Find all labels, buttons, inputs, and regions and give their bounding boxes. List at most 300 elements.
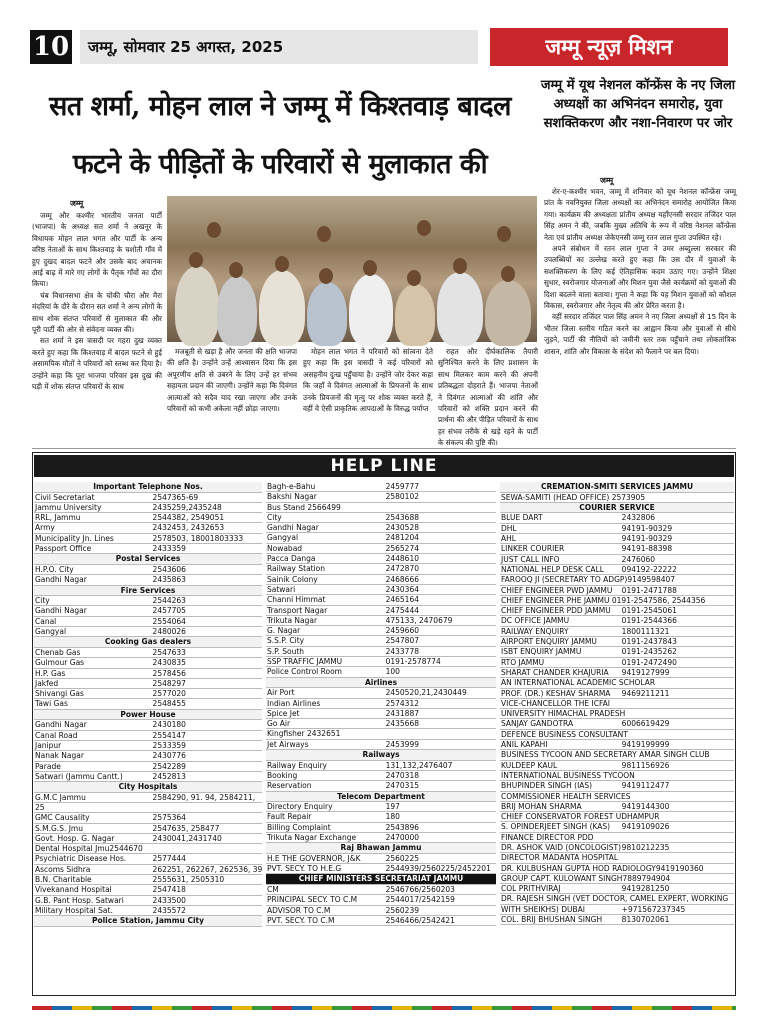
helpline-row: [500, 668, 734, 678]
helpline-entry-number: 0191-2437843: [621, 637, 677, 647]
side-byline: जम्मू: [600, 176, 614, 185]
helpline-section-heading: CREMATION-SMITI SERVICES JAMMU: [500, 482, 734, 493]
helpline-entry-number: 2459660: [385, 626, 419, 636]
helpline-entry-number: 2547365-69: [152, 492, 199, 502]
helpline-row: [34, 762, 262, 772]
helpline-entry-number: 2547807: [385, 636, 419, 646]
helpline-section-heading: Postal Services: [34, 554, 262, 565]
helpline-entry-number: 0191-2472490: [621, 657, 677, 667]
helpline-section-heading: Police Station, Jammu City: [34, 916, 262, 927]
helpline-row: [266, 895, 496, 905]
helpline-entry-number: 094192-22222: [621, 564, 677, 574]
helpline-row: [34, 793, 262, 803]
masthead: जम्मू न्यूज़ मिशन: [490, 28, 728, 66]
helpline-row: [266, 906, 496, 916]
helpline-row: [500, 905, 734, 915]
helpline-entry-number: 2435259,2435248: [152, 502, 222, 512]
helpline-row: [500, 616, 734, 626]
helpline-entry-number: 2432453, 2432653: [152, 523, 225, 533]
helpline-row: [266, 606, 496, 616]
helpline-entry-number: 8130702061: [621, 915, 670, 925]
helpline-entry-number: 2448610: [385, 554, 419, 564]
helpline-entry-number: 2578503, 18001803333: [152, 533, 244, 543]
helpline-entry-number: 2457705: [152, 606, 186, 616]
helpline-row: [266, 657, 496, 667]
helpline-entry-name: Fault Repair: [267, 812, 312, 822]
helpline-entry-name: Gandhi Nagar: [267, 523, 319, 533]
helpline-entry-name: Nowabad: [267, 543, 303, 553]
helpline-entry-number: 2574312: [385, 698, 419, 708]
side-headline: जम्मू में यूथ नेशनल कॉन्फ्रेंस के नए जिला अध्यक्षों का अभिनंदन समारोह, युवा सशक्तिकरण और नशा-निवारण पर जोर: [540, 78, 736, 131]
helpline-entry-number: 2430041,2431740: [152, 833, 222, 843]
helpline-entry-name: SANJAY GANDOTRA: [501, 719, 574, 729]
helpline-entry-name: Passport Office: [35, 544, 92, 554]
helpline-entry-number: 2452813: [152, 771, 186, 781]
helpline-entry-number: 2470315: [385, 781, 419, 791]
helpline-row: [266, 585, 496, 595]
helpline-entry-name: RAILWAY ENQUIRY: [501, 626, 569, 636]
helpline-row: [34, 503, 262, 513]
helpline-row: [34, 772, 262, 782]
helpline-row: [34, 854, 262, 864]
helpline-entry-name: S.P. South: [267, 646, 305, 656]
paragraph: मोहन लाल भगत ने परिवारों को सांत्वना देते हुए कहा कि इस त्रासदी ने कई परिवारों को असहनीय दुःख पहुँचाया है। उन्होंने जोर देकर कहा कि जहाँ वे दिवंगत आत्माओं के प्रियजनों के साथ उनके प्रियजनों की मृत्यु पर शोक व्यक्त करते हैं, वहीं वे ऐसी प्राकृतिक आपदाओं के विरुद्ध पर्याप्त: [303, 347, 433, 414]
helpline-entry-name: SHARAT CHANDER KHAJURIA: [501, 667, 609, 677]
helpline-entry-number: 2565274: [385, 543, 419, 553]
helpline-entry-number: 7889794904: [622, 873, 671, 883]
helpline-entry: DR. RAJESH SINGH (VET DOCTOR, CAMEL EXPERT, WORKING: [500, 894, 734, 904]
helpline-entry: VICE-CHANCELLOR THE ICFAI: [500, 699, 734, 709]
paragraph: राहत और दीर्घकालिक तैयारी सुनिश्चित करने के लिए प्रशासन के साथ मिलकर काम करने की अपनी प्रतिबद्धता दोहराते हैं। भाजपा नेताओं ने दिवंगत आत्माओं की शांति और परिवारों को शक्ति प्रदान करने की प्रार्थना की और पीड़ित परिवारों के साथ हर संभव तरीके से खड़े रहने के पार्टी के संकल्प की पुष्टि की।: [438, 347, 538, 448]
paragraph: वहीं सरदार तजिंदर पाल सिंह अमन ने नए जिला अध्यक्षों से 15 दिन के भीतर जिला स्तरीय गठित करने का आह्वान किया और युवाओं से सीधे जुड़ने, पार्टी की नीतियों को जमीनी स्तर तक पहुँचाने तथा लोकतांत्रिक शासन, शांति और विकास के संदेश को फैलाने पर बल दिया।: [544, 312, 736, 356]
helpline-row: [500, 513, 734, 523]
helpline-entry-name: Army: [35, 523, 55, 533]
helpline-row: [34, 596, 262, 606]
helpline-row: [34, 875, 262, 885]
helpline-entry-number: 2435572: [152, 905, 186, 915]
helpline-row: [266, 513, 496, 523]
helpline-row: [266, 854, 496, 864]
helpline-row: [500, 524, 734, 534]
helpline-entry-name: Transport Nagar: [267, 605, 328, 615]
helpline-entry-number: 2544263: [152, 596, 186, 606]
helpline-entry-number: 9419112477: [621, 781, 670, 791]
helpline-entry-name: Gangyal: [267, 533, 299, 543]
helpline-entry-name: Trikuta Nagar: [267, 615, 318, 625]
helpline-entry: SEWA-SAMITI (HEAD OFFICE) 2573905: [500, 493, 734, 503]
helpline-row: [266, 492, 496, 502]
helpline-row: [266, 595, 496, 605]
helpline-row: [266, 564, 496, 574]
helpline-row: [34, 648, 262, 658]
helpline-entry-name: Nanak Nagar: [35, 751, 84, 761]
helpline-entry-name: Booking: [267, 770, 298, 780]
helpline-entry-number: 2480026: [152, 627, 186, 637]
helpline-row: [266, 533, 496, 543]
helpline-entry-number: 2433778: [385, 646, 419, 656]
helpline-entry-number: 2547633: [152, 647, 186, 657]
helpline-entry-name: Govt. Hosp. G. Nagar: [35, 833, 115, 843]
dateline: जम्मू, सोमवार 25 अगस्त, 2025: [80, 30, 478, 64]
helpline-entry-name: PVT. SECY. TO C.M: [267, 915, 335, 925]
helpline-entry-number: +971567237345: [621, 904, 686, 914]
helpline-row: [266, 647, 496, 657]
helpline-row: [500, 575, 734, 585]
helpline-entry-number: 2450520,21,2430449: [385, 688, 467, 698]
helpline-entry-number: 2435668: [385, 719, 419, 729]
helpline-entry-number: 6006619429: [621, 719, 670, 729]
helpline-entry-name: Police Control Room: [267, 667, 342, 677]
helpline-entry-number: 2453999: [385, 739, 419, 749]
helpline-entry-number: 2435863: [152, 575, 186, 585]
helpline-row: [34, 534, 262, 544]
helpline-row: [500, 647, 734, 657]
helpline-row: [266, 740, 496, 750]
helpline-entry-number: 2580102: [385, 492, 419, 502]
helpline-section-heading: Fire Services: [34, 586, 262, 597]
helpline-entry: Dental Hospital Jmu2544670: [34, 844, 262, 854]
helpline-entry-number: 2577444: [152, 854, 186, 864]
helpline-entry: Kingfisher 2432651: [266, 729, 496, 739]
helpline-entry-name: BHUPINDER SINGH (IAS): [501, 781, 593, 791]
main-headline: सत शर्मा, मोहन लाल ने जम्मू में किश्तवाड़ बादल फटने के पीड़ितों के परिवारों से मुलाकात की: [49, 91, 511, 180]
helpline-row: [500, 884, 734, 894]
helpline-entry-number: 9419281250: [621, 884, 670, 894]
helpline-row: [500, 544, 734, 554]
helpline-row: [266, 626, 496, 636]
helpline-row: [34, 834, 262, 844]
helpline-row: [34, 803, 262, 813]
helpline-row: [500, 781, 734, 791]
helpline-entry-name: Janipur: [35, 740, 62, 750]
helpline-entry-name: Gulmour Gas: [35, 658, 85, 668]
helpline-entry-number: 9419109026: [621, 822, 670, 832]
helpline-entry-number: 262251, 262267, 262536, 39: [152, 864, 263, 874]
helpline-entry-name: COL PRITHVIRAJ: [501, 884, 561, 894]
helpline-entry-number: 2548297: [152, 678, 186, 688]
helpline-entry-number: 2470000: [385, 832, 419, 842]
helpline-row: [500, 740, 734, 750]
helpline-entry-name: G.B. Pant Hosp. Satwari: [35, 895, 124, 905]
helpline-row: [500, 761, 734, 771]
helpline-column-3: [500, 482, 734, 925]
helpline-entry-number: 94191-90329: [621, 523, 673, 533]
helpline-row: [500, 658, 734, 668]
helpline-entry-name: PROF. (DR.) KESHAV SHARMA: [501, 688, 611, 698]
helpline-entry-number: 2475444: [385, 605, 419, 615]
helpline-entry-number: 9419199999: [621, 740, 670, 750]
helpline-entry: FINANCE DIRECTOR PDD: [500, 833, 734, 843]
helpline-section-heading: COURIER SERVICE: [500, 503, 734, 514]
helpline-row: [34, 689, 262, 699]
helpline-entry-name: Indian Airlines: [267, 698, 321, 708]
helpline-entry-name: B.N. Charitable: [35, 875, 92, 885]
helpline-entry-name: Go Air: [267, 719, 291, 729]
helpline-entry-name: Tawi Gas: [35, 699, 68, 709]
helpline-row: [266, 616, 496, 626]
helpline-row: [500, 586, 734, 596]
helpline-section-heading: Cooking Gas dealers: [34, 637, 262, 648]
helpline-entry: AN INTERNATIONAL ACADEMIC SCHOLAR: [500, 678, 734, 688]
helpline-entry-name: PVT. SECY. TO H.E.G: [267, 864, 342, 874]
helpline-entry-number: 2533359: [152, 740, 186, 750]
helpline-entry-name: Civil Secretariat: [35, 492, 95, 502]
helpline-row: [500, 606, 734, 616]
helpline-entry-name: Jet Airways: [267, 739, 309, 749]
helpline-entry-number: 2578456: [152, 668, 186, 678]
helpline-entry-number: 2584290, 91. 94, 2584211,: [152, 792, 256, 802]
helpline-entry-name: Trikuta Nagar Exchange: [267, 832, 357, 842]
helpline-entry-number: 2430364: [385, 584, 419, 594]
helpline-entry-name: BLUE DART: [501, 513, 543, 523]
helpline-row: [34, 493, 262, 503]
helpline-row: [34, 865, 262, 875]
helpline-entry-number: 2542289: [152, 761, 186, 771]
helpline-entry-number: 100: [385, 667, 400, 677]
helpline-row: [34, 617, 262, 627]
helpline-entry-number: 9469211211: [621, 688, 670, 698]
helpline-section-heading: Important Telephone Nos.: [34, 482, 262, 493]
helpline-row: [266, 833, 496, 843]
helpline-row: [34, 731, 262, 741]
helpline-entry-name: ANIL KAPAHI: [501, 740, 548, 750]
helpline-entry-name: Municipality Jn. Lines: [35, 533, 114, 543]
helpline-row: [266, 864, 496, 874]
helpline-entry-name: WITH SHEIKHS) DUBAI: [501, 904, 585, 914]
helpline-entry-name: AHL: [501, 534, 516, 544]
helpline-section-heading: CHIEF MINISTERS SECRETARIAT JAMMU: [266, 874, 496, 885]
helpline-entry-number: 0191-2545061: [621, 606, 677, 616]
helpline-section-heading: City Hospitals: [34, 782, 262, 793]
helpline-entry-number: 2554147: [152, 730, 186, 740]
helpline-entry-name: Psychiatric Disease Hos.: [35, 854, 127, 864]
helpline-row: [266, 688, 496, 698]
helpline-entry-name: ISBT ENQUIRY JAMMU: [501, 647, 582, 657]
helpline-entry-number: 2476060: [621, 554, 656, 564]
helpline-entry-number: 9419127999: [621, 667, 670, 677]
helpline-entry-name: CM: [267, 885, 279, 895]
helpline-entry-name: AIRPORT ENQUIRY JAMMU: [501, 637, 597, 647]
helpline-row: [266, 812, 496, 822]
helpline-entry-number: 94191-88398: [621, 544, 673, 554]
helpline-entry-name: CHIEF ENGINEER PWD JAMMU: [501, 585, 613, 595]
main-story-col-3: [303, 346, 433, 442]
helpline-row: [500, 689, 734, 699]
helpline-entry-name: S. OPINDERJEET SINGH (KAS): [501, 822, 611, 832]
paragraph: शेर-ए-कश्मीर भवन, जम्मू में शनिवार को यूथ नेशनल कॉन्फ्रेंस जम्मू प्रांत के नवनियुक्त जिला अध्यक्षों का अभिनंदन समारोह आयोजित किया गया। कार्यक्रम की अध्यक्षता प्रांतीय अध्यक्ष यहाँएनसी सरदार तजिंदर पाल सिंह अमन ने की, जबकि मुख्य अतिथि के रूप में वरिष्ठ नेशनल कॉन्फ्रेंस नेता एवं प्रांतीय अध्यक्ष जेकेएनसी जम्मू रतन लाल गुप्ता उपस्थित रहे।: [544, 187, 736, 242]
helpline-entry-name: Railway Enquiry: [267, 760, 327, 770]
helpline-row: [266, 636, 496, 646]
helpline-entry: Bus Stand 2566499: [266, 503, 496, 513]
helpline-row: [500, 915, 734, 925]
helpline-entry-name: Railway Station: [267, 564, 326, 574]
helpline-entry-name: KULDEEP KAUL: [501, 760, 558, 770]
main-story-col-1: [32, 210, 162, 440]
helpline-entry-name: Jammu University: [35, 502, 102, 512]
helpline-row: [266, 771, 496, 781]
helpline-row: [34, 669, 262, 679]
helpline-entry-name: Jakfed: [35, 678, 59, 688]
helpline-entry-name: Canal: [35, 616, 57, 626]
helpline-entry-number: 1800111321: [621, 626, 670, 636]
helpline-entry-name: SSP TRAFFIC JAMMU: [267, 657, 343, 667]
helpline-entry-number: 2468666: [385, 574, 419, 584]
helpline-row: [266, 802, 496, 812]
helpline-entry: COMMISSIONER HEALTH SERVICES: [500, 792, 734, 802]
helpline-entry-name: Chenab Gas: [35, 647, 81, 657]
helpline-entry-name: FAROOQ JI (SECRETARY TO ADGP): [501, 575, 628, 585]
paragraph: मजबूती से खड़ा है और जनता की क्षति भाजपा की क्षति है। उन्होंने उन्हें आश्वासन दिया कि इस अपूरणीय क्षति से उबरने के लिए उन्हें हर संभव सहायता प्रदान की जाएगी। उन्होंने कहा कि दिवंगत आत्माओं को सदैव याद रखा जाएगा और उनके परिवारों को कभी अकेला नहीं छोड़ा जाएगा।: [167, 347, 297, 414]
helpline-column-2: [266, 482, 496, 926]
helpline-row: [500, 627, 734, 637]
helpline-row: [500, 637, 734, 647]
helpline-entry-name: Ascoms Sidhra: [35, 864, 91, 874]
helpline-title: HELP LINE: [34, 455, 734, 477]
helpline-row: [266, 719, 496, 729]
page-number: 10: [30, 30, 72, 64]
helpline-entry-name: Military Hospital Sat.: [35, 905, 113, 915]
helpline-row: [34, 658, 262, 668]
helpline-entry-name: S.S.P. City: [267, 636, 305, 646]
helpline-entry-name: JUST CALL INFO: [501, 554, 560, 564]
helpline-row: [266, 885, 496, 895]
helpline-row: [500, 534, 734, 544]
helpline-entry-number: 2470318: [385, 770, 419, 780]
helpline-entry-number: 0191-2578774: [385, 657, 441, 667]
helpline-entry-name: G. Nagar: [267, 626, 301, 636]
helpline-entry-name: DR. KULBUSHAN GUPTA HOD RADIOLOGY: [501, 863, 656, 873]
helpline-row: [34, 523, 262, 533]
helpline-section-heading: Telecom Department: [266, 792, 496, 803]
helpline-row: [266, 761, 496, 771]
helpline-entry-number: 197: [385, 802, 400, 812]
helpline-entry-name: Spice Jet: [267, 708, 300, 718]
helpline-entry-name: Directory Enquiry: [267, 802, 333, 812]
helpline-row: [34, 513, 262, 523]
helpline-entry-name: RTO JAMMU: [501, 657, 545, 667]
helpline-row: [266, 699, 496, 709]
helpline-row: [34, 606, 262, 616]
helpline-row: [266, 554, 496, 564]
helpline-row: [34, 751, 262, 761]
paragraph: चंब विधानसभा क्षेत्र के चोकी चौरा और मैरा मंदरियां के दौरे के दौरान सत शर्मा ने अन्य लोगों के साथ शोक संतप्त परिवारों से मुलाकात की और पूरी पार्टी की ओर से संवेदना व्यक्त की।: [32, 290, 162, 335]
helpline-entry-number: 9149598407: [627, 575, 676, 585]
helpline-entry-number: 2431887: [385, 708, 419, 718]
helpline-entry-number: 2430528: [385, 523, 419, 533]
main-story-col-2: [167, 346, 297, 442]
helpline-entry-number: 2432806: [621, 513, 656, 523]
helpline-section-heading: Airlines: [266, 678, 496, 689]
helpline-row: [266, 482, 496, 492]
paragraph: अपने संबोधन में रतन लाल गुप्ता ने उमर अब्दुल्ला सरकार की उपलब्धियों का उल्लेख करते हुए कहा कि उस दौर में युवाओं के सशक्तिकरण के लिए कई ऐतिहासिक कदम उठाए गए। उन्होंने शिक्षा सुधार, स्वरोजगार योजनाओं और मिशन युवा जैसे कार्यक्रमों को युवाओं की दिशा बदलने वाला बताया। गुप्ता ने कहा कि यह मिशन युवाओं को कौशल विकास, स्वरोजगार और नेतृत्व की ओर प्रेरित करता है।: [544, 244, 736, 311]
helpline-row: [34, 565, 262, 575]
helpline-row: [266, 709, 496, 719]
helpline-entry-name: Satwari: [267, 584, 296, 594]
helpline-entry-number: 0191-2435262: [621, 647, 677, 657]
helpline-entry-number: 2555631, 2505310: [152, 875, 225, 885]
helpline-entry-number: 2459777: [385, 482, 419, 491]
helpline-entry-number: 0191-2471788: [621, 585, 677, 595]
helpline-entry-number: 475133, 2470679: [385, 615, 453, 625]
helpline-entry-number: 9419144300: [621, 801, 670, 811]
helpline-entry-name: Billing Complaint: [267, 822, 331, 832]
helpline-entry-name: Shivangi Gas: [35, 689, 84, 699]
helpline-entry-number: 2554064: [152, 616, 186, 626]
helpline-entry-name: Reservation: [267, 781, 312, 791]
helpline-row: [266, 523, 496, 533]
helpline-entry-name: NATIONAL HELP DESK CALL: [501, 564, 604, 574]
helpline-entry-number: 2543688: [385, 512, 419, 522]
helpline-entry-name: Gandhi Nagar: [35, 606, 87, 616]
main-story-col-4: [438, 346, 538, 448]
side-story-body: [544, 186, 736, 442]
helpline-entry-number: 2548455: [152, 699, 186, 709]
helpline-entry-number: 2543896: [385, 822, 419, 832]
helpline-row: [500, 555, 734, 565]
helpline-entry-name: Satwari (Jammu Cantt.): [35, 771, 123, 781]
helpline-entry: DEFENCE BUSINESS CONSULTANT: [500, 730, 734, 740]
helpline-entry-name: Air Port: [267, 688, 295, 698]
helpline-entry-number: 180: [385, 812, 400, 822]
helpline-entry-number: 2544017/2542159: [385, 895, 455, 905]
helpline-row: [34, 627, 262, 637]
helpline-entry-number: 9811156926: [621, 760, 670, 770]
helpline-entry: CHIEF ENGINEER PHE JAMMU 0191-2547586, 2544356: [500, 596, 734, 606]
helpline-entry-name: DHL: [501, 523, 517, 533]
helpline-row: [500, 843, 734, 853]
helpline-entry-name: Parade: [35, 761, 61, 771]
helpline-entry-number: [153, 803, 262, 812]
helpline-entry-name: PRINCIPAL SECY. TO C.M: [267, 895, 358, 905]
helpline-entry-name: GMC Causality: [35, 813, 90, 823]
helpline-entry-number: 2575364: [152, 813, 186, 823]
helpline-entry: BUSINESS TYCOON AND SECRETARY AMAR SINGH CLUB: [500, 750, 734, 760]
helpline-row: [34, 885, 262, 895]
helpline-entry-name: Bagh-e-Bahu: [267, 482, 316, 491]
helpline-entry-name: Channi Himmat: [267, 595, 326, 605]
divider: [32, 448, 736, 449]
helpline-row: [500, 802, 734, 812]
helpline-entry-number: 94191-90329: [621, 534, 673, 544]
helpline-entry-number: 2560239: [385, 905, 419, 915]
helpline-row: [266, 544, 496, 554]
helpline-entry-name: Gandhi Nagar: [35, 720, 87, 730]
helpline-entry-name: LINKER COURIER: [501, 544, 565, 554]
helpline-entry-name: Gangyal: [35, 627, 67, 637]
helpline-entry-name: ADVISOR TO C.M: [267, 905, 331, 915]
helpline-entry-name: City: [35, 596, 50, 606]
helpline-entry-number: 2433359: [152, 544, 186, 554]
helpline-entry: INTERNATIONAL BUSINESS TYCOON: [500, 771, 734, 781]
paragraph: जम्मू और कश्मीर भारतीय जनता पार्टी (भाजपा) के अध्यक्ष सत शर्मा ने अखनूर के विधायक मोहन लाल भगत और पार्टी के अन्य वरिष्ठ नेताओं के साथ किश्तवाड़ के चशोती गाँव में हुए दुखद बादल फटने और उसके बाद अचानक आई बाढ़ में मारे गए लोगों के पैतृक गाँवों का दौरा किया।: [32, 211, 162, 289]
helpline-entry: UNIVERSITY HIMACHAL PRADESH: [500, 709, 734, 719]
helpline-entry-number: 9419190360: [655, 863, 704, 873]
helpline-row: [266, 667, 496, 677]
helpline-entry: CHIEF CONSERVATOR FOREST UDHAMPUR: [500, 812, 734, 822]
helpline-row: [500, 864, 734, 874]
helpline-row: [34, 544, 262, 554]
helpline-row: [500, 822, 734, 832]
helpline-row: [34, 896, 262, 906]
helpline-entry-number: 2546766/2560203: [385, 885, 455, 895]
helpline-section-heading: Raj Bhawan Jammu: [266, 843, 496, 854]
helpline-row: [500, 565, 734, 575]
helpline-row: [34, 720, 262, 730]
helpline-entry-number: 2560225: [385, 853, 419, 863]
helpline-entry-name: H.P.O. City: [35, 564, 74, 574]
helpline-entry-name: DC OFFICE JAMMU: [501, 616, 570, 626]
helpline-entry-number: 2577020: [152, 689, 186, 699]
